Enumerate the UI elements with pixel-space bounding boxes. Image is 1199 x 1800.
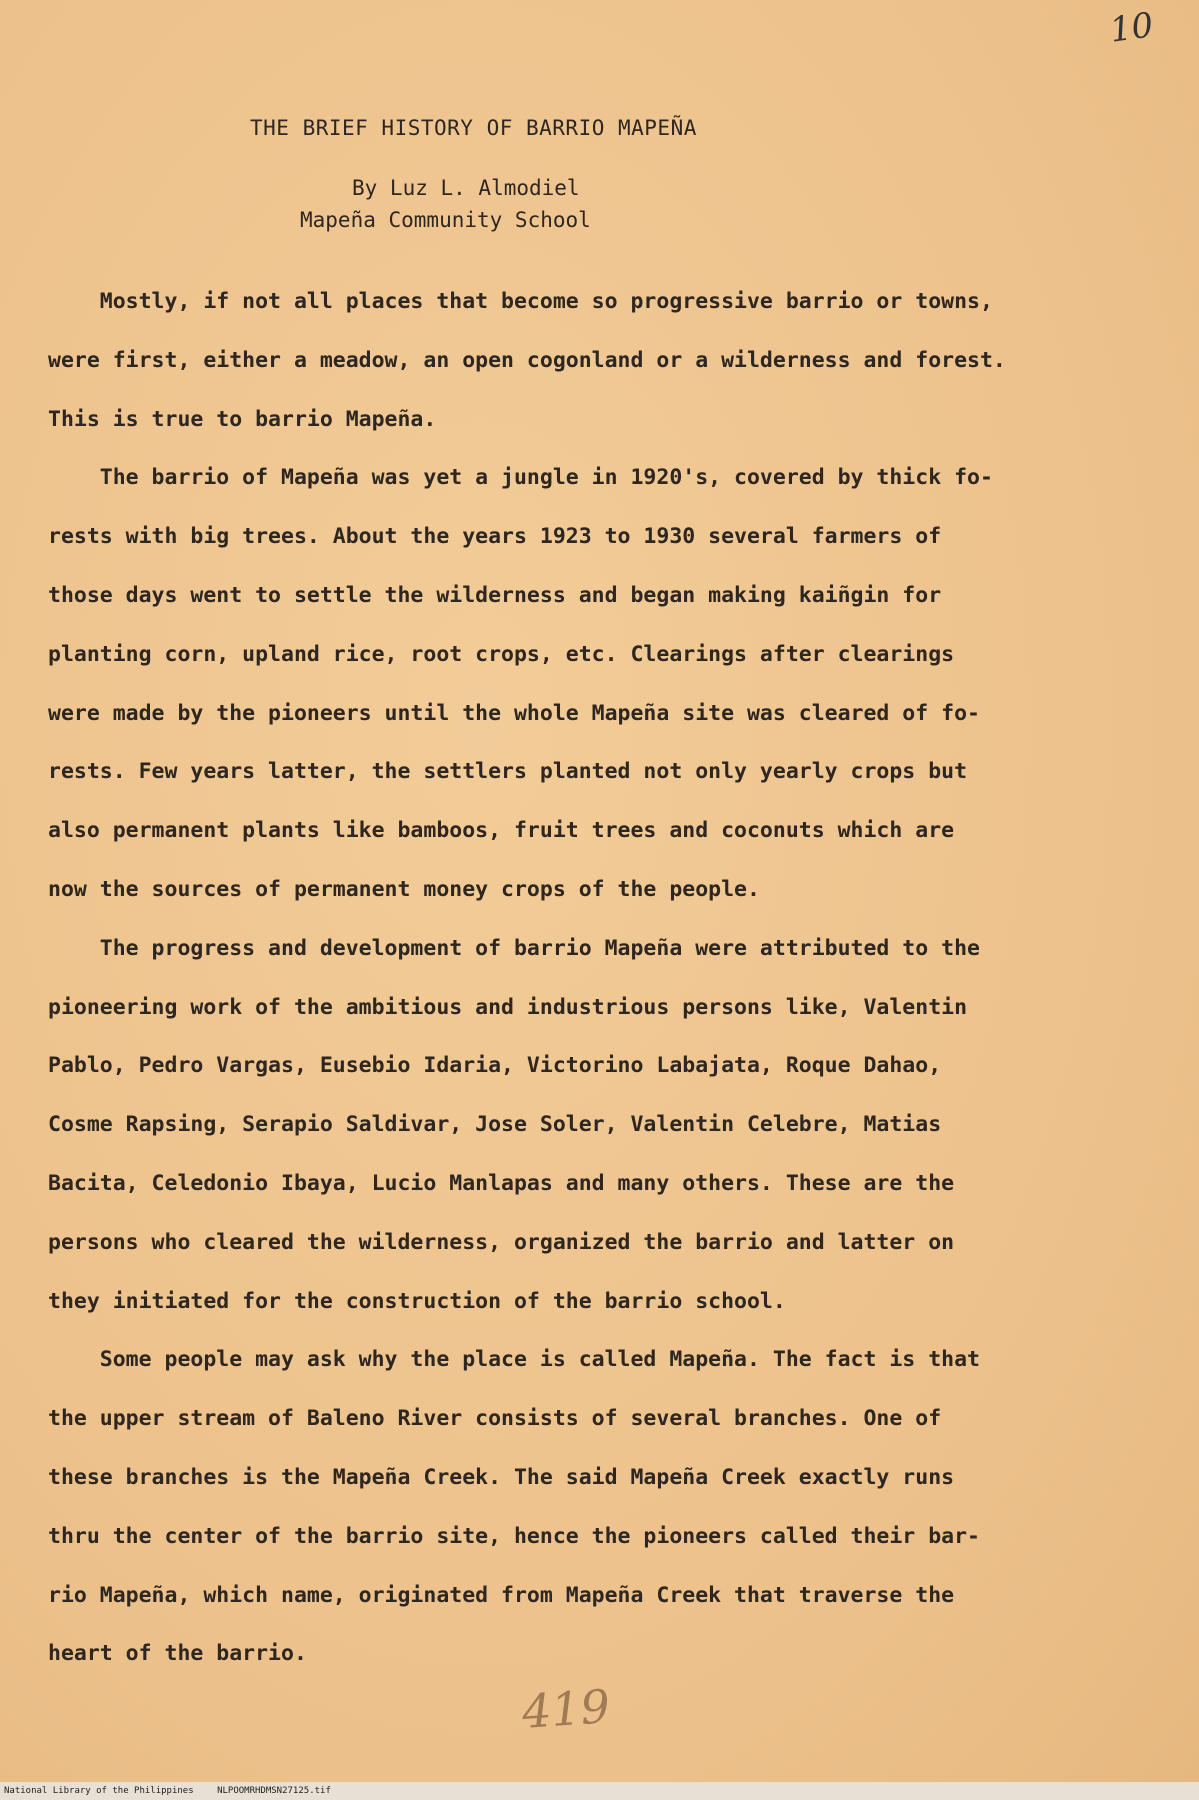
text-line: they initiated for the construction of the barrio school.: [48, 1288, 786, 1314]
text-line: rio Mapeña, which name, originated from Mapeña Creek that traverse the: [48, 1582, 955, 1608]
text-line: were made by the pioneers until the whole Mapeña site was cleared of fo-: [48, 700, 980, 726]
text-line: This is true to barrio Mapeña.: [48, 406, 437, 432]
footer-file: NLPOOMRHDMSN27125.tif: [217, 1786, 331, 1796]
text-line: Mostly, if not all places that become so progressive barrio or towns,: [48, 289, 993, 314]
text-line: pioneering work of the ambitious and industrious persons like, Valentin: [48, 994, 968, 1020]
page-number: 10: [1107, 5, 1156, 51]
body-text: [48, 273, 1138, 1684]
scan-footer: [0, 1782, 1199, 1800]
text-line: thru the center of the barrio site, hence the pioneers called their bar-: [48, 1523, 980, 1549]
text-line: The barrio of Mapeña was yet a jungle in 1920's, covered by thick fo-: [48, 465, 993, 491]
byline: [300, 172, 591, 236]
text-line: these branches is the Mapeña Creek. The said Mapeña Creek exactly runs: [48, 1464, 955, 1490]
text-line: were first, either a meadow, an open cogonland or a wilderness and forest.: [48, 347, 1006, 373]
text-line: planting corn, upland rice, root crops, etc. Clearings after clearings: [48, 641, 955, 667]
handwritten-folio-number: 419: [520, 1679, 612, 1739]
school: Mapeña Community School: [300, 208, 591, 232]
text-line: also permanent plants like bamboos, fruit trees and coconuts which are: [48, 818, 955, 844]
footer-library: National Library of the Philippines: [4, 1786, 194, 1796]
text-line: rests. Few years latter, the settlers planted not only yearly crops but: [48, 759, 968, 785]
text-line: Bacita, Celedonio Ibaya, Lucio Manlapas and many others. These are the: [48, 1170, 955, 1196]
text-line: heart of the barrio.: [48, 1641, 307, 1667]
document-title: THE BRIEF HISTORY OF BARRIO MAPEÑA: [250, 116, 697, 140]
text-line: now the sources of permanent money crops of the people.: [48, 876, 760, 902]
text-line: those days went to settle the wilderness and began making kaiñgin for: [48, 582, 942, 608]
text-line: Cosme Rapsing, Serapio Saldivar, Jose Soler, Valentin Celebre, Matias: [48, 1112, 942, 1138]
text-line: Pablo, Pedro Vargas, Eusebio Idaria, Victorino Labajata, Roque Dahao,: [48, 1053, 942, 1079]
text-line: The progress and development of barrio Mapeña were attributed to the: [48, 935, 980, 961]
text-line: the upper stream of Baleno River consists of several branches. One of: [48, 1406, 942, 1432]
text-line: persons who cleared the wilderness, organized the barrio and latter on: [48, 1229, 955, 1255]
text-line: rests with big trees. About the years 1923 to 1930 several farmers of: [48, 524, 942, 550]
text-line: Some people may ask why the place is called Mapeña. The fact is that: [48, 1347, 980, 1373]
author: By Luz L. Almodiel: [352, 176, 580, 200]
